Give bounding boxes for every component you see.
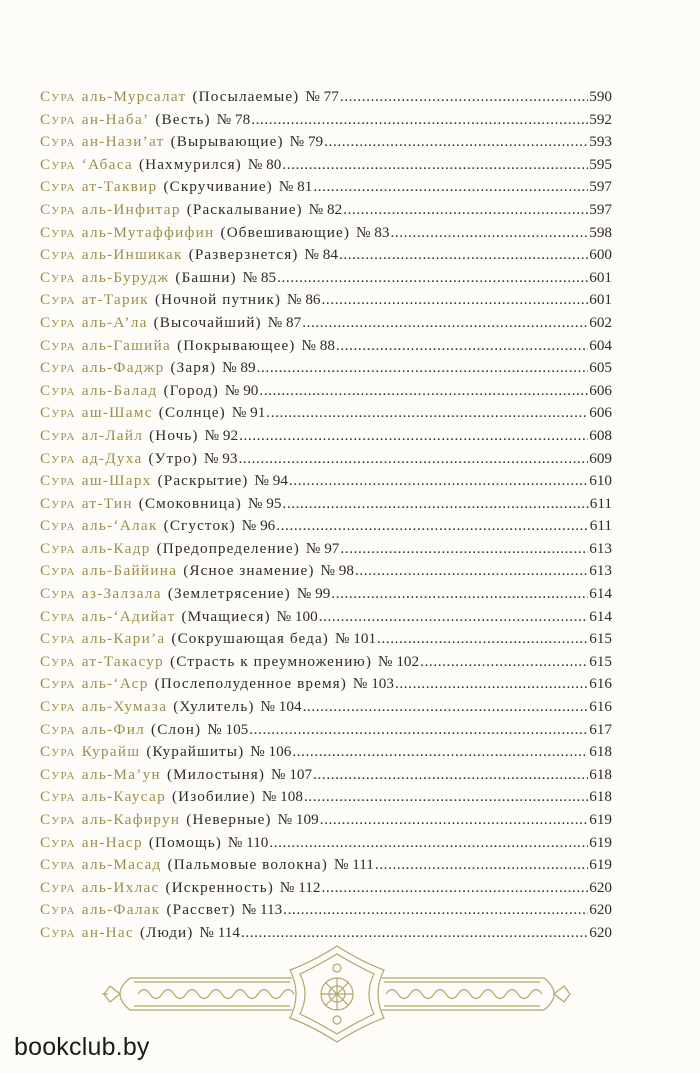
toc-entry [40,583,612,606]
toc-entry [40,854,612,877]
entry-prefix: Сура [40,539,76,557]
entry-meaning: (Заря) [170,359,217,377]
dot-leader [266,402,588,425]
entry-prefix: Сура [40,811,76,828]
entry-page-number: 617 [589,720,612,738]
dot-leader [269,832,588,855]
toc-entry [40,538,612,561]
entry-surah-name: аль-Кадр [81,539,151,557]
entry-meaning: (Покрывающее) [177,336,296,354]
entry-page-number: 619 [589,833,612,851]
entry-page-number: 618 [589,765,612,783]
entry-surah-name: аль-Масад [81,856,162,874]
entry-page-number: 619 [589,856,612,874]
entry-meaning: (Изобилие) [171,788,256,806]
entry-surah-number: № 78 [216,110,251,128]
entry-prefix: Сура [40,901,76,919]
dot-leader [257,357,589,380]
entry-surah-number: № 79 [289,133,324,151]
entry-meaning: (Ночной путник) [154,291,282,309]
toc-entry [40,899,612,922]
dot-leader [283,899,588,922]
toc-entry [40,651,612,674]
entry-surah-name: аль-Хумаза [81,698,168,716]
toc-entry [40,515,612,538]
entry-prefix: Сура [40,878,76,896]
entry-page-number: 614 [589,585,612,603]
entry-prefix: Сура [40,788,76,806]
entry-meaning: (Разверзнется) [188,246,299,264]
entry-prefix: Сура [40,381,76,399]
toc-entry [40,877,612,900]
entry-surah-number: № 104 [260,698,302,716]
entry-surah-name: аль-Бурудж [81,268,170,286]
dot-leader [355,560,588,583]
entry-page-number: 595 [589,155,612,173]
entry-page-number: 620 [589,878,612,896]
entry-surah-name: аль-Кафирун [81,811,181,828]
entry-surah-number: № 92 [204,426,239,444]
entry-page-number: 613 [589,562,612,580]
entry-surah-number: № 80 [247,155,282,173]
entry-page-number: 608 [589,426,612,444]
entry-prefix: Сура [40,607,76,625]
entry-meaning: (Весть) [155,110,211,128]
dot-leader [343,199,588,222]
entry-page-number: 614 [589,607,612,625]
dot-leader [289,470,588,493]
dot-leader [282,154,588,177]
entry-surah-name: аль-‘Адийат [81,607,176,625]
dot-leader [251,109,588,132]
entry-surah-number: № 81 [278,178,313,196]
entry-surah-name: ал-Лайл [81,426,144,444]
entry-surah-name: аш-Шарх [81,472,152,490]
entry-prefix: Сура [40,155,76,173]
entry-prefix: Сура [40,585,76,603]
entry-prefix: Сура [40,133,76,151]
entry-page-number: 598 [589,223,612,241]
entry-page-number: 604 [589,336,612,354]
entry-page-number: 613 [589,539,612,557]
entry-surah-name: аль-Гашийа [81,336,172,354]
dot-leader [259,380,588,403]
entry-surah-number: № 105 [207,720,249,738]
dot-leader [420,651,588,674]
entry-prefix: Сура [40,765,76,783]
entry-surah-name: ан-Нази’ат [81,133,165,151]
dot-leader [377,628,588,651]
entry-surah-number: № 103 [352,675,394,693]
entry-prefix: Сура [40,246,76,264]
entry-prefix: Сура [40,630,76,648]
entry-page-number: 619 [589,811,612,828]
entry-surah-number: № 90 [224,381,259,399]
toc-entry [40,244,612,267]
toc-entry [40,131,612,154]
entry-prefix: Сура [40,88,76,105]
dot-leader [249,719,588,742]
toc-entry [40,199,612,222]
entry-surah-number: № 93 [203,449,238,467]
dot-leader [313,764,588,787]
toc-entry [40,470,612,493]
entry-page-number: 616 [589,675,612,693]
entry-prefix: Сура [40,720,76,738]
entry-prefix: Сура [40,268,76,286]
entry-meaning: (Помощь) [148,833,222,851]
entry-surah-name: аль-Ихлас [81,878,160,896]
entry-prefix: Сура [40,449,76,467]
entry-surah-number: № 106 [250,743,292,761]
toc-entry [40,696,612,719]
toc-entry [40,109,612,132]
dot-leader [324,131,588,154]
entry-meaning: (Страсть к преумножению) [170,652,373,670]
entry-prefix: Сура [40,313,76,331]
dot-leader [391,222,589,245]
entry-surah-name: ан-Наба’ [81,110,150,128]
dot-leader [321,877,588,900]
dot-leader [339,244,588,267]
dot-leader [239,425,588,448]
entry-meaning: (Слон) [151,720,202,738]
dot-leader [277,267,588,290]
entry-meaning: (Милостыня) [166,765,266,783]
entry-surah-name: аль-Фаджр [81,359,165,377]
toc-entry [40,267,612,290]
entry-prefix: Сура [40,675,76,693]
entry-surah-number: № 85 [242,268,277,286]
entry-meaning: (Пальмовые волокна) [167,856,328,874]
entry-meaning: (Курайшиты) [146,743,245,761]
arabesque-divider-icon [102,940,572,1048]
dot-leader [276,515,589,538]
entry-surah-number: № 96 [241,517,276,535]
entry-prefix: Сура [40,856,76,874]
toc-entry [40,560,612,583]
entry-surah-number: № 101 [334,630,377,648]
toc-entry [40,764,612,787]
entry-meaning: (Раскрытие) [157,472,249,490]
entry-prefix: Сура [40,336,76,354]
entry-surah-name: ан-Наср [81,833,143,851]
entry-surah-number: № 88 [301,336,335,354]
toc-entry [40,606,612,629]
entry-surah-number: № 84 [304,246,338,264]
entry-surah-name: аль-Баййина [81,562,178,580]
entry-page-number: 618 [589,788,612,806]
entry-page-number: 602 [589,313,612,331]
entry-prefix: Сура [40,833,76,851]
entry-prefix: Сура [40,110,76,128]
entry-prefix: Сура [40,517,76,535]
dot-leader [302,312,588,335]
dot-leader [375,854,588,877]
toc-entry [40,832,612,855]
entry-page-number: 601 [589,268,612,286]
entry-page-number: 610 [589,472,612,490]
entry-page-number: 592 [589,110,612,128]
entry-meaning: (Хулитель) [173,698,255,716]
entry-prefix: Сура [40,359,76,377]
toc-entry [40,425,612,448]
entry-surah-number: № 87 [267,313,302,331]
watermark-text: bookclub.by [14,1033,150,1061]
dot-leader [319,606,589,629]
entry-surah-name: ат-Таквир [81,178,158,196]
entry-meaning: (Высочайший) [153,313,262,331]
toc-entry [40,312,612,335]
entry-page-number: 606 [589,381,612,399]
entry-surah-name: аль-‘Алак [81,517,158,535]
entry-prefix: Сура [40,472,76,490]
dot-leader [322,289,589,312]
toc-entry [40,628,612,651]
entry-surah-name: ат-Такасур [81,652,165,670]
toc-entry [40,289,612,312]
toc-entry [40,86,612,109]
entry-surah-number: № 100 [276,607,318,625]
entry-prefix: Сура [40,743,76,761]
entry-surah-name: аш-Шамс [81,404,153,422]
entry-surah-number: № 86 [287,291,321,309]
toc-entry [40,809,612,832]
toc-entry [40,719,612,742]
entry-meaning: (Предопределение) [156,539,300,557]
entry-page-number: 615 [589,652,612,670]
entry-meaning: (Раскалывание) [186,200,303,218]
toc-entry [40,673,612,696]
entry-page-number: 609 [589,449,612,467]
dot-leader [331,583,588,606]
entry-page-number: 590 [589,88,612,105]
entry-surah-number: № 82 [308,200,343,218]
toc-entry [40,357,612,380]
entry-surah-name: ан-Нас [81,923,134,941]
entry-page-number: 605 [589,359,612,377]
entry-page-number: 601 [589,291,612,309]
entry-surah-number: № 94 [254,472,288,490]
table-of-contents [40,86,612,945]
entry-meaning: (Неверные) [186,811,272,828]
entry-prefix: Сура [40,426,76,444]
entry-page-number: 593 [589,133,612,151]
entry-prefix: Сура [40,223,76,241]
entry-prefix: Сура [40,494,76,512]
toc-entry [40,176,612,199]
entry-surah-number: № 77 [305,88,339,105]
entry-meaning: (Ясное знамение) [183,562,315,580]
entry-prefix: Сура [40,923,76,941]
entry-surah-number: № 108 [261,788,303,806]
dot-leader [238,448,588,471]
dot-leader [292,741,588,764]
entry-page-number: 618 [589,743,612,761]
entry-surah-number: № 83 [356,223,390,241]
entry-prefix: Сура [40,178,76,196]
entry-surah-number: № 97 [305,539,340,557]
entry-page-number: 597 [589,178,612,196]
entry-surah-name: аль-Балад [81,381,158,399]
entry-meaning: (Послеполуденное время) [154,675,347,693]
toc-entry [40,786,612,809]
entry-surah-name: Курайш [81,743,141,761]
entry-surah-name: аль-Иншикак [81,246,183,264]
entry-page-number: 620 [589,901,612,919]
toc-entry [40,222,612,245]
entry-surah-number: № 110 [227,833,269,851]
entry-surah-number: № 89 [222,359,256,377]
entry-surah-number: № 113 [241,901,283,919]
entry-page-number: 611 [589,494,612,512]
entry-surah-name: аль-Фалак [81,901,161,919]
entry-prefix: Сура [40,698,76,716]
entry-surah-number: № 102 [378,652,420,670]
entry-surah-name: аль-Мутаффифин [81,223,215,241]
entry-page-number: 611 [589,517,612,535]
entry-surah-name: аль-Кари’а [81,630,166,648]
dot-leader [340,538,588,561]
entry-surah-name: ‘Абаса [81,155,133,173]
entry-meaning: (Ночь) [149,426,199,444]
toc-entry [40,741,612,764]
entry-surah-number: № 98 [320,562,354,580]
entry-surah-name: аль-Каусар [81,788,166,806]
entry-meaning: (Искренность) [165,878,274,896]
entry-meaning: (Нахмурился) [138,155,242,173]
entry-surah-name: аль-А’ла [81,313,148,331]
entry-surah-number: № 91 [231,404,266,422]
entry-surah-number: № 111 [333,856,374,874]
entry-meaning: (Мчащиеся) [181,607,271,625]
dot-leader [303,696,589,719]
entry-surah-name: аль-Мурсалат [81,88,187,105]
toc-entry [40,335,612,358]
entry-page-number: 615 [589,630,612,648]
dot-leader [320,809,589,832]
entry-surah-name: аль-Инфитар [81,200,181,218]
entry-surah-number: № 109 [277,811,319,828]
entry-meaning: (Сокрушающая беда) [171,630,329,648]
entry-surah-name: ат-Тин [81,494,133,512]
toc-entry [40,448,612,471]
entry-page-number: 597 [589,200,612,218]
entry-meaning: (Город) [163,381,219,399]
entry-page-number: 606 [589,404,612,422]
entry-surah-number: № 99 [296,585,331,603]
entry-surah-name: аль-Фил [81,720,146,738]
entry-meaning: (Скручивание) [163,178,273,196]
dot-leader [304,786,588,809]
entry-surah-name: ат-Тарик [81,291,149,309]
entry-meaning: (Люди) [139,923,194,941]
entry-meaning: (Солнце) [158,404,226,422]
toc-entry [40,402,612,425]
entry-prefix: Сура [40,200,76,218]
dot-leader [395,673,588,696]
entry-surah-name: аль-‘Аср [81,675,149,693]
entry-meaning: (Башни) [175,268,237,286]
entry-prefix: Сура [40,562,76,580]
entry-meaning: (Землетрясение) [167,585,291,603]
entry-surah-number: № 95 [247,494,282,512]
dot-leader [282,493,588,516]
entry-surah-number: № 107 [271,765,313,783]
entry-prefix: Сура [40,291,76,309]
entry-meaning: (Сгусток) [163,517,236,535]
entry-meaning: (Утро) [148,449,198,467]
entry-prefix: Сура [40,652,76,670]
entry-page-number: 616 [589,698,612,716]
toc-entry [40,380,612,403]
entry-surah-name: ад-Духа [81,449,143,467]
entry-meaning: (Обвешивающие) [220,223,351,241]
entry-surah-number: № 114 [199,923,240,941]
entry-surah-number: № 112 [279,878,321,896]
entry-page-number: 600 [589,246,612,264]
entry-meaning: (Вырывающие) [170,133,284,151]
toc-entry [40,154,612,177]
toc-entry [40,493,612,516]
entry-meaning: (Рассвет) [166,901,236,919]
entry-meaning: (Посылаемые) [192,88,300,105]
dot-leader [313,176,588,199]
entry-surah-name: аз-Залзала [81,585,162,603]
entry-surah-name: аль-Ма’ун [81,765,161,783]
entry-page-number: 620 [589,923,612,941]
entry-prefix: Сура [40,404,76,422]
dot-leader [336,335,588,358]
dot-leader [340,86,588,109]
entry-meaning: (Смоковница) [138,494,242,512]
